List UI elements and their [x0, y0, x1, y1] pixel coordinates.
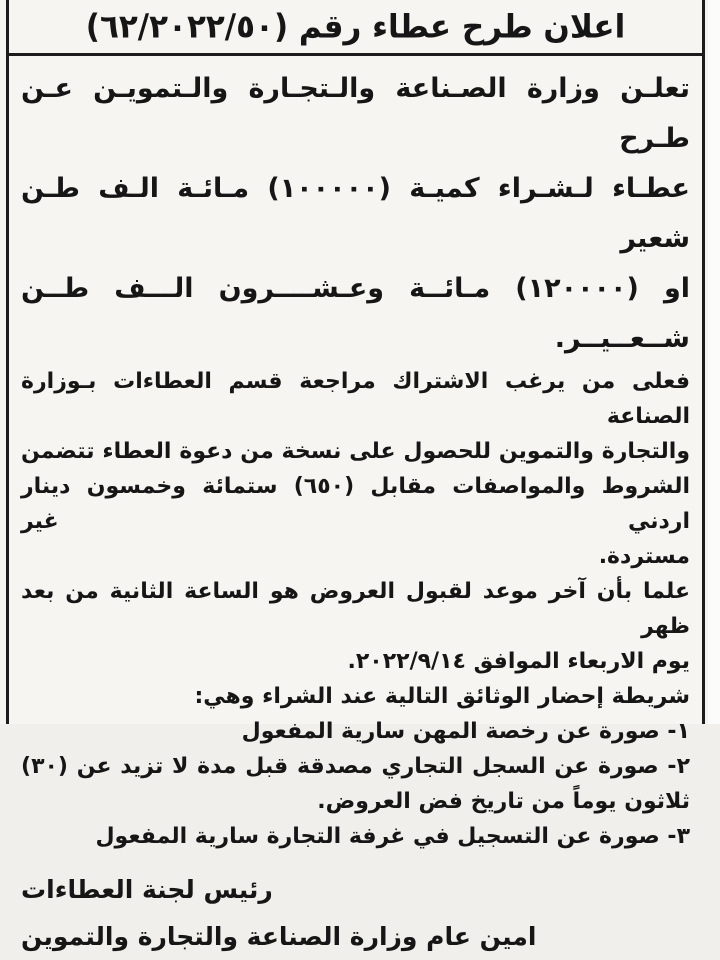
- body-line-7: مستردة.: [21, 539, 690, 574]
- title-box: [9, 0, 702, 56]
- signature-block: [9, 866, 702, 960]
- body-line-1: تعلـن وزارة الصـناعة والـتجـارة والـتمويـن عـن طـرح: [21, 64, 690, 164]
- ad-title: اعلان طرح عطاء رقم (٦٢/٢٠٢٢/٥٠): [86, 8, 625, 46]
- body-line-6: الشروط والمواصفات مقابل (٦٥٠) ستمائة وخمسون دينار اردني غير: [21, 469, 690, 539]
- list-item-2: ٢- صورة عن السجل التجاري مصدقة قبل مدة لا تزيد عن (٣٠): [21, 749, 690, 784]
- body-line-8: علما بأن آخر موعد لقبول العروض هو الساعة الثانية من بعد ظهر: [21, 574, 690, 644]
- list-item-1: ١- صورة عن رخصة المهن سارية المفعول: [21, 714, 690, 749]
- body-line-4: فعلى من يرغب الاشتراك مراجعة قسم العطاءات بـوزارة الصناعة: [21, 364, 690, 434]
- body-line-3: او (١٢٠٠٠٠) مـائــة وعـشــــرون الـــف طــن شــعــيــر.: [21, 264, 690, 364]
- body-line-2: عطـاء لـشـراء كميـة (١٠٠٠٠٠) مـائـة الـف طـن شعير: [21, 164, 690, 264]
- signature-tenders-committee-chairman: رئيس لجنة العطاءات: [21, 866, 698, 913]
- scan-edge: [708, 0, 720, 724]
- list-item-2-continuation: ثلاثون يوماً من تاريخ فض العروض.: [21, 784, 690, 819]
- body-line-10: شريطة إحضار الوثائق التالية عند الشراء وهي:: [21, 679, 690, 714]
- body-line-9: يوم الاربعاء الموافق ٢٠٢٢/٩/١٤.: [21, 644, 690, 679]
- body-line-5: والتجارة والتموين للحصول على نسخة من دعوة العطاء تتضمن: [21, 434, 690, 469]
- signature-secretary-general: امين عام وزارة الصناعة والتجارة والتموين: [21, 913, 698, 960]
- ad-body: [9, 56, 702, 854]
- ad-frame: [6, 0, 705, 724]
- list-item-3: ٣- صورة عن التسجيل في غرفة التجارة سارية المفعول: [21, 819, 690, 854]
